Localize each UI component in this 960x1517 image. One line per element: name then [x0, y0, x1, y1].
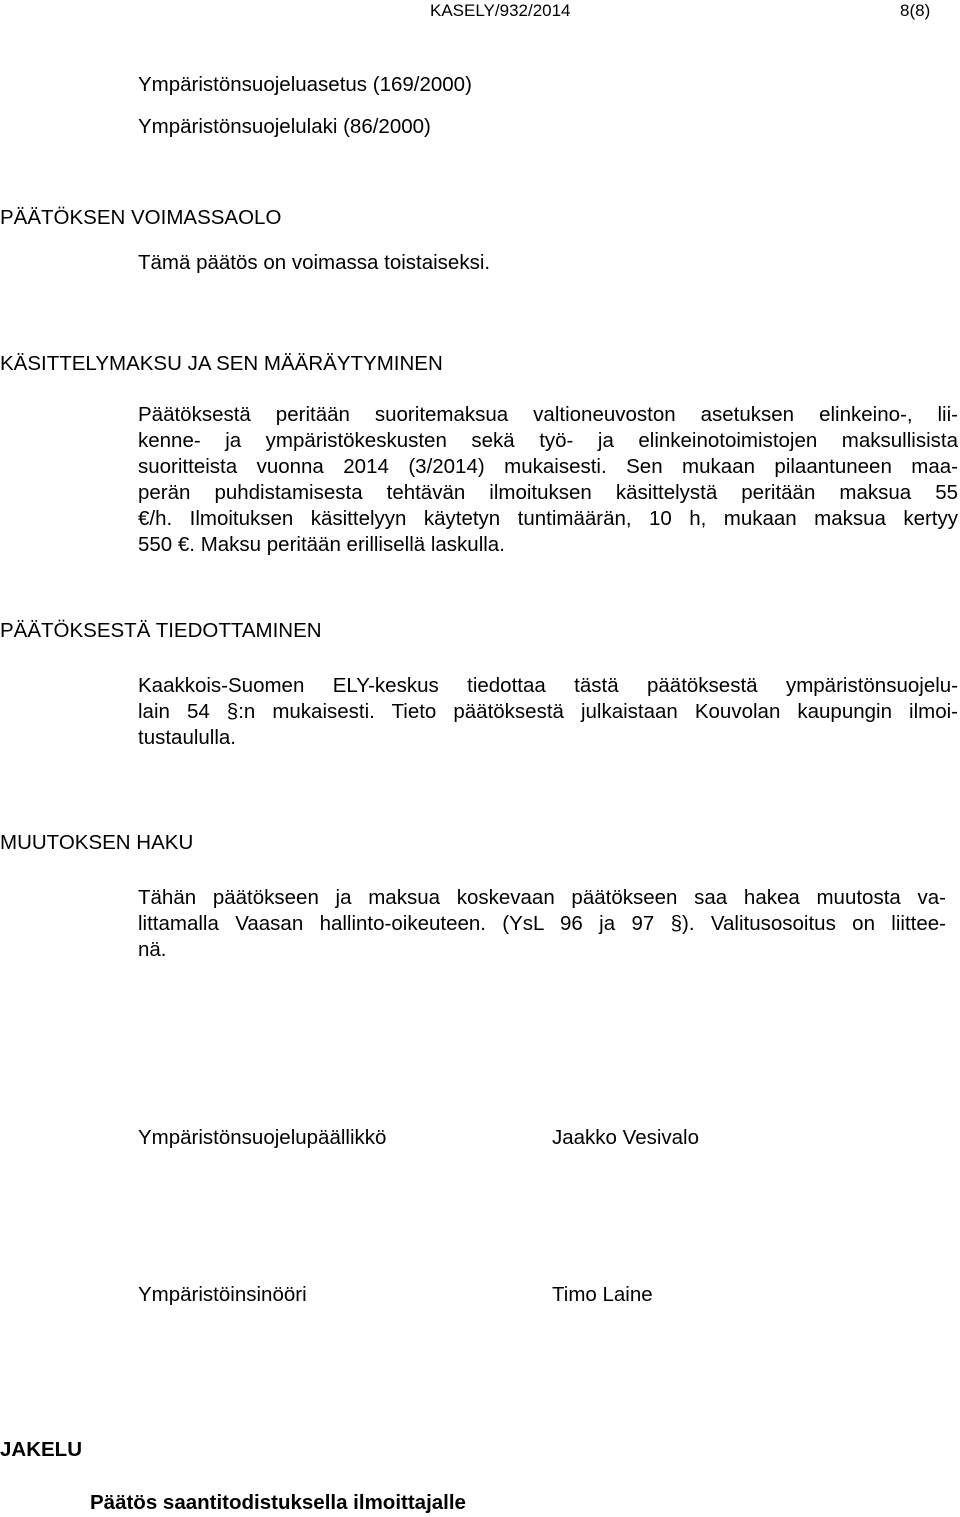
page-number: 8(8): [900, 1, 931, 20]
notification-line: lain 54 §:n mukaisesti. Tieto päätöksestä julkaistaan Kouvolan kaupungin ilmoi-: [138, 700, 958, 723]
signatory-title: Ympäristöinsinööri: [138, 1283, 307, 1306]
appeal-heading: MUUTOKSEN HAKU: [0, 831, 194, 854]
validity-heading: PÄÄTÖKSEN VOIMASSAOLO: [0, 206, 282, 229]
document-id: KASELY/932/2014: [430, 1, 571, 20]
fee-line: €/h. Ilmoituksen käsittelyyn käytetyn tuntimäärän, 10 h, mukaan maksua kertyy: [138, 507, 958, 530]
legal-basis-decree: Ympäristönsuojeluasetus (169/2000): [138, 73, 472, 96]
signatory-title: Ympäristönsuojelupäällikkö: [138, 1126, 387, 1149]
appeal-paragraph: [138, 885, 946, 963]
distribution-heading: JAKELU: [0, 1438, 83, 1461]
fee-paragraph: [138, 402, 958, 558]
appeal-line: littamalla Vaasan hallinto-oikeuteen. (YsL 96 ja 97 §). Valitusosoitus on liittee-: [138, 912, 946, 935]
validity-text: Tämä päätös on voimassa toistaiseksi.: [138, 251, 491, 274]
notification-heading: PÄÄTÖKSESTÄ TIEDOTTAMINEN: [0, 619, 322, 642]
signatory-name: Timo Laine: [552, 1283, 653, 1306]
fee-line: 550 €. Maksu peritään erillisellä laskulla.: [138, 533, 505, 556]
appeal-line: Tähän päätökseen ja maksua koskevaan päätökseen saa hakea muutosta va-: [138, 886, 946, 909]
distribution-item: Päätös saantitodistuksella ilmoittajalle: [90, 1491, 466, 1514]
signatory-name: Jaakko Vesivalo: [552, 1126, 700, 1149]
fee-heading: KÄSITTELYMAKSU JA SEN MÄÄRÄYTYMINEN: [0, 352, 443, 375]
fee-line: suoritteista vuonna 2014 (3/2014) mukaisesti. Sen mukaan pilaantuneen maa-: [138, 455, 958, 478]
notification-line: Kaakkois-Suomen ELY-keskus tiedottaa tästä päätöksestä ympäristönsuojelu-: [138, 674, 958, 697]
appeal-line: nä.: [138, 938, 167, 961]
fee-line: kenne- ja ympäristökeskusten sekä työ- ja elinkeinotoimistojen maksullisista: [138, 429, 958, 452]
fee-line: Päätöksestä peritään suoritemaksua valtioneuvoston asetuksen elinkeino-, lii-: [138, 403, 958, 426]
fee-line: perän puhdistamisesta tehtävän ilmoituksen käsittelystä peritään maksua 55: [138, 481, 958, 504]
notification-paragraph: [138, 673, 958, 751]
notification-line: tustaululla.: [138, 726, 237, 749]
legal-basis-act: Ympäristönsuojelulaki (86/2000): [138, 115, 431, 138]
